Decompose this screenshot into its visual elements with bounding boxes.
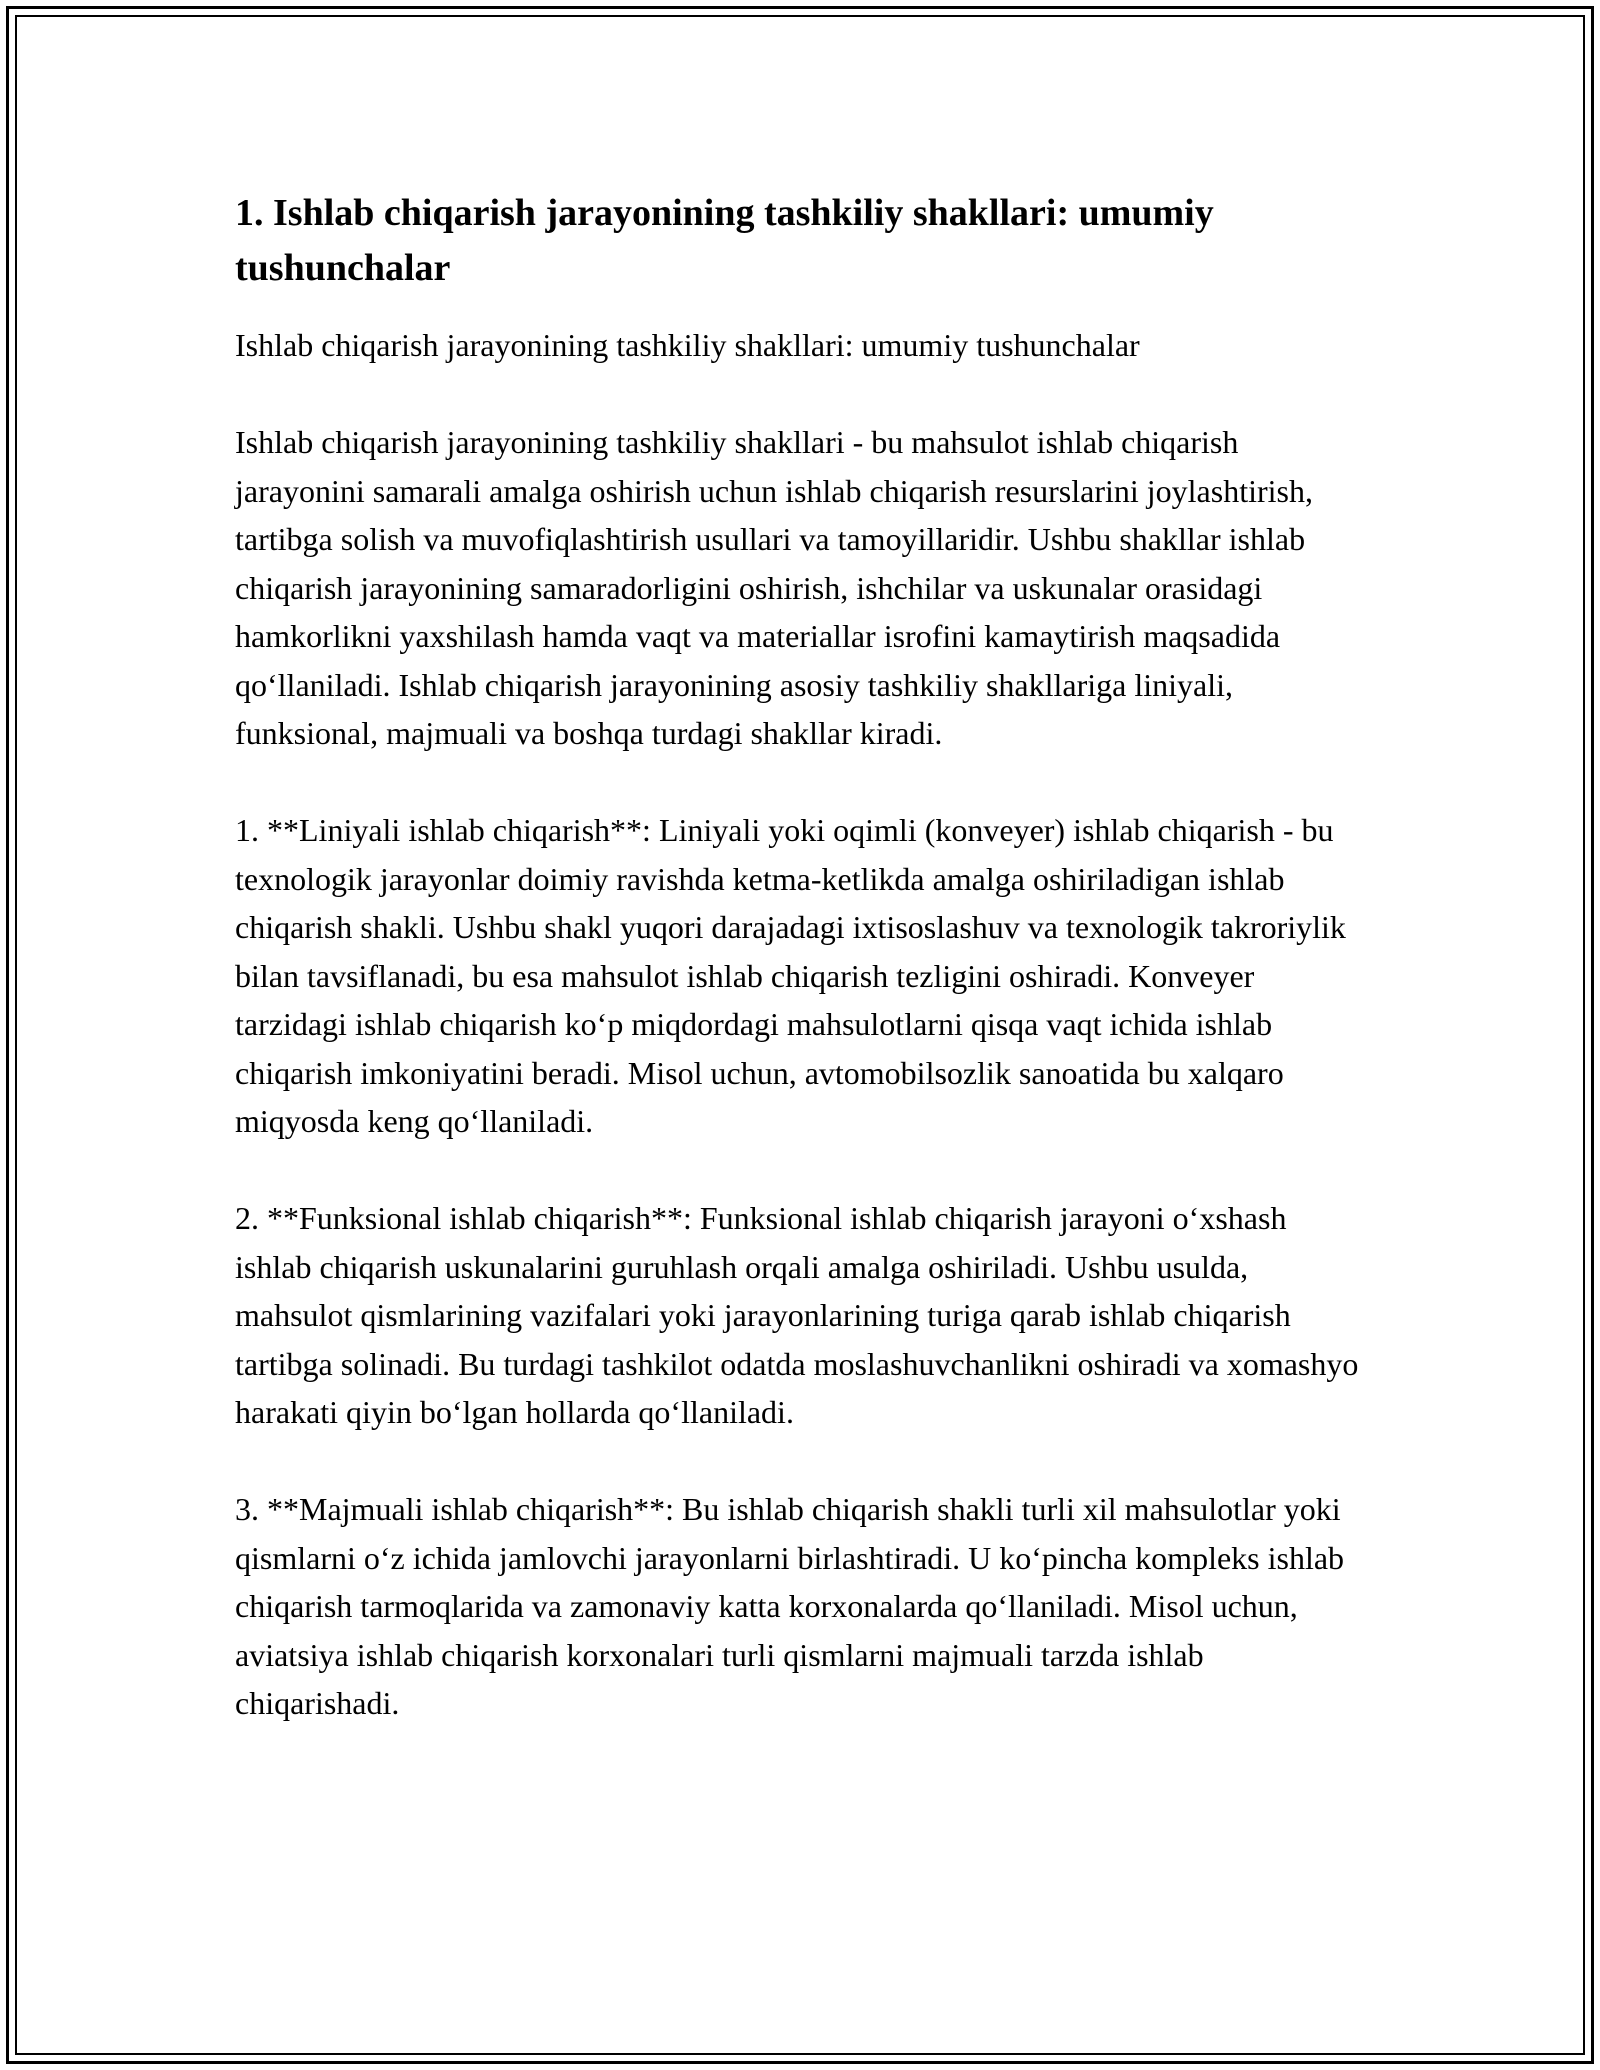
linear-production-paragraph: 1. **Liniyali ishlab chiqarish**: Liniyali yoki oqimli (konveyer) ishlab chiqarish - bu texnologik jarayonlar doimiy ravishda ketma-ketlikda amalga oshiriladigan ishlab chiqarish shakli. Ushbu shakl yuqori darajadagi ixtisoslashuv va texnologik takroriylik bilan tavsiflanadi, bu esa mahsulot ishlab chiqarish tezligini oshiradi. Konveyer tarzidagi ishlab chiqarish ko‘p miqdordagi mahsulotlarni qisqa vaqt ichida ishlab chiqarish imkoniyatini beradi. Misol uchun, avtomobilsozlik sanoatida bu xalqaro miqyosda keng qo‘llaniladi. (235, 812, 1346, 1139)
complex-production-paragraph: 3. **Majmuali ishlab chiqarish**: Bu ishlab chiqarish shakli turli xil mahsulotlar yoki qismlarni o‘z ichida jamlovchi jarayonlarni birlashtiradi. U ko‘pincha kompleks ishlab chiqarish tarmoqlarida va zamonaviy katta korxonalarda qo‘llaniladi. Misol uchun, aviatsiya ishlab chiqarish korxonalari turli qismlarni majmuali tarzda ishlab chiqarishadi. (235, 1491, 1345, 1721)
document-body (235, 186, 1370, 1776)
intro-paragraph: Ishlab chiqarish jarayonining tashkiliy shakllari - bu mahsulot ishlab chiqarish jarayonini samarali amalga oshirish uchun ishlab chiqarish resurslarini joylashtirish, tartibga solish va muvofiqlashtirish usullari va tamoyillaridir. Ushbu shakllar ishlab chiqarish jarayonining samaradorligini oshirish, ishchilar va uskunalar orasidagi hamkorlikni yaxshilash hamda vaqt va materiallar isrofini kamaytirish maqsadida qo‘llaniladi. Ishlab chiqarish jarayonining asosiy tashkiliy shakllariga liniyali, funksional, majmuali va boshqa turdagi shakllar kiradi. (235, 424, 1313, 751)
document-title: 1. Ishlab chiqarish jarayonining tashkiliy shakllari: umumiy tushunchalar (235, 192, 1214, 289)
subtitle-paragraph: Ishlab chiqarish jarayonining tashkiliy shakllari: umumiy tushunchalar (235, 327, 1140, 363)
functional-production-paragraph: 2. **Funksional ishlab chiqarish**: Funksional ishlab chiqarish jarayoni o‘xshash ishlab chiqarish uskunalarini guruhlash orqali amalga oshiriladi. Ushbu usulda, mahsulot qismlarining vazifalari yoki jarayonlarining turiga qarab ishlab chiqarish tartibga solinadi. Bu turdagi tashkilot odatda moslashuvchanlikni oshiradi va xomashyo harakati qiyin bo‘lgan hollarda qo‘llaniladi. (235, 1200, 1359, 1430)
